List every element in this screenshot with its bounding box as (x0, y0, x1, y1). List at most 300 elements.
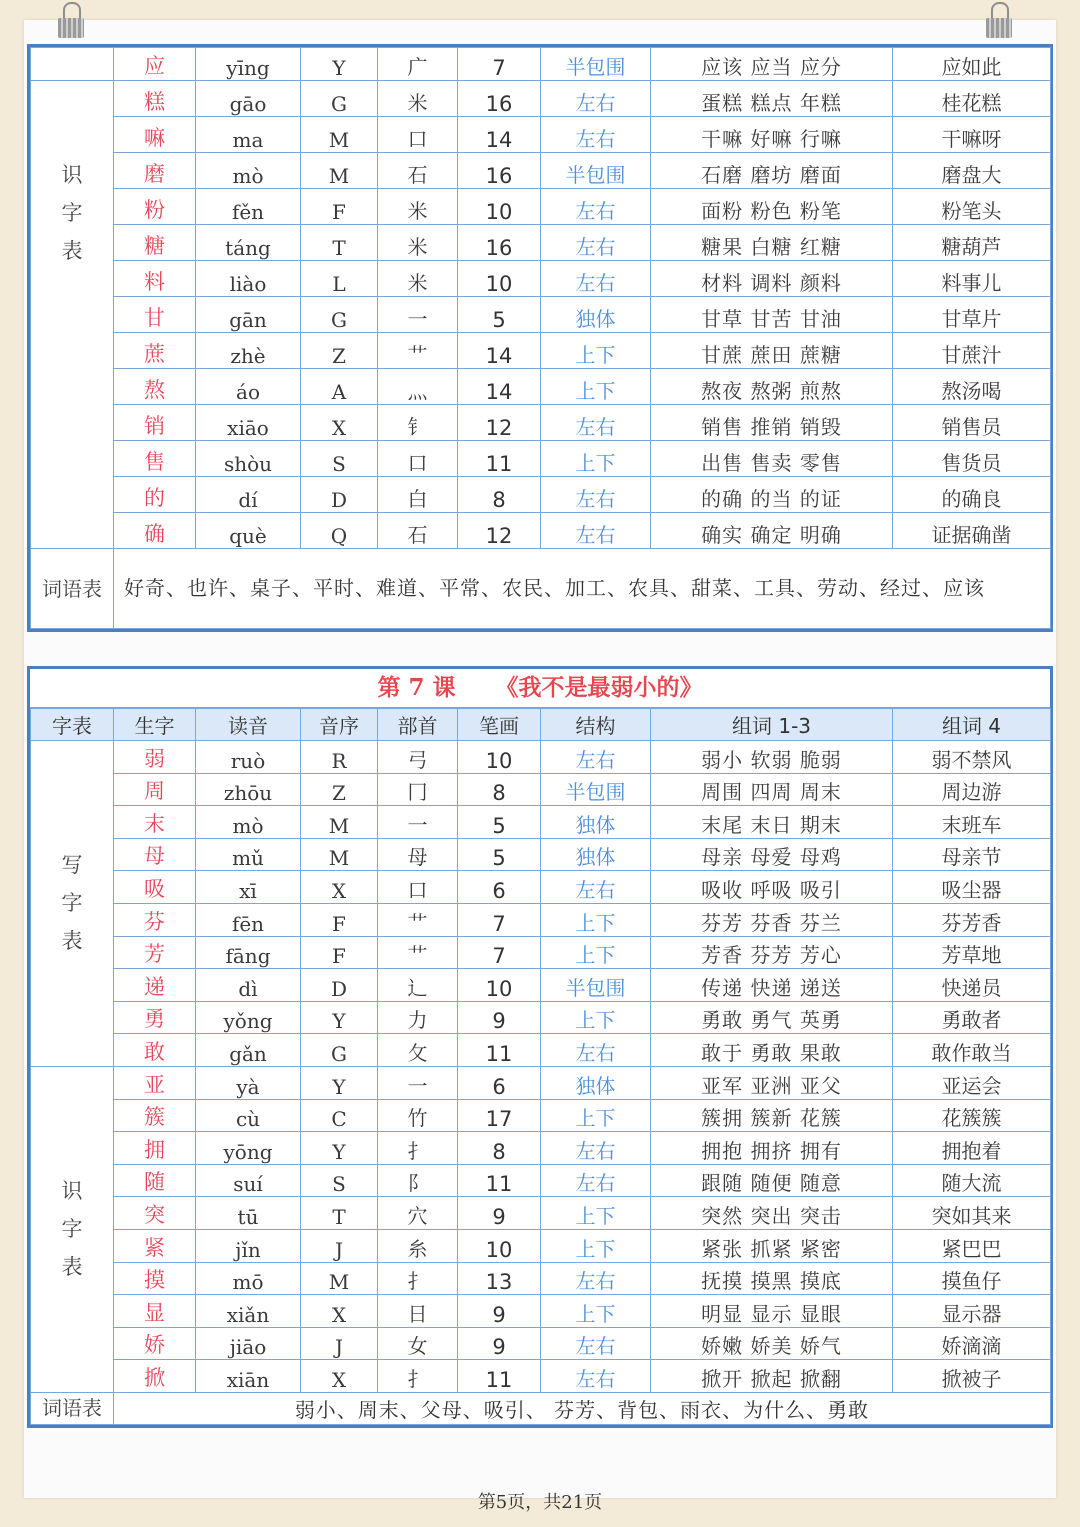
words-1-3-cell: 娇嫩 娇美 娇气 (651, 1327, 893, 1360)
radical-cell: 广 (378, 48, 458, 81)
phonetic-order-cell: D (301, 969, 378, 1002)
words-1-3-cell: 材料 调料 颜料 (651, 261, 893, 297)
radical-cell: 辶 (378, 969, 458, 1002)
phonetic-order-cell: Y (301, 48, 378, 81)
pinyin-cell: dì (196, 969, 301, 1002)
word-4-cell: 随大流 (893, 1164, 1051, 1197)
character-cell: 嘛 (114, 117, 196, 153)
pinyin-cell: què (196, 513, 301, 549)
character-cell: 拥 (114, 1132, 196, 1165)
category-label (31, 1066, 114, 1392)
phonetic-order-cell: T (301, 225, 378, 261)
binder-clip-icon (50, 0, 92, 40)
category-label-blank (31, 48, 114, 81)
word-4-cell: 显示器 (893, 1295, 1051, 1328)
header-cell: 读音 (196, 709, 301, 741)
stroke-count-cell: 11 (458, 1034, 541, 1067)
structure-cell: 左右 (541, 405, 651, 441)
table-row (31, 871, 1051, 904)
pinyin-cell: mō (196, 1262, 301, 1295)
pinyin-cell: gān (196, 297, 301, 333)
stroke-count-cell: 10 (458, 969, 541, 1002)
character-cell: 的 (114, 477, 196, 513)
words-1-3-cell: 弱小 软弱 脆弱 (651, 741, 893, 774)
stroke-count-cell: 7 (458, 936, 541, 969)
character-cell: 销 (114, 405, 196, 441)
pinyin-cell: ruò (196, 741, 301, 774)
words-1-3-cell: 面粉 粉色 粉笔 (651, 189, 893, 225)
category-label-char: 表 (61, 929, 83, 954)
structure-cell: 左右 (541, 741, 651, 774)
category-label-char: 表 (61, 239, 83, 263)
category-label (31, 741, 114, 1067)
character-cell: 簇 (114, 1099, 196, 1132)
word-4-cell: 周边游 (893, 773, 1051, 806)
character-cell: 确 (114, 513, 196, 549)
table-row (31, 838, 1051, 871)
words-1-3-cell: 芳香 芬芳 芳心 (651, 936, 893, 969)
phonetic-order-cell: J (301, 1229, 378, 1262)
stroke-count-cell: 8 (458, 1132, 541, 1165)
pinyin-cell: jǐn (196, 1229, 301, 1262)
word-4-cell: 弱不禁风 (893, 741, 1051, 774)
radical-cell: 一 (378, 806, 458, 839)
radical-cell: 白 (378, 477, 458, 513)
binder-clip-icon (978, 0, 1020, 40)
word-4-cell: 亚运会 (893, 1066, 1051, 1099)
phonetic-order-cell: G (301, 297, 378, 333)
word-4-cell: 甘蔗汁 (893, 333, 1051, 369)
radical-cell: 攵 (378, 1034, 458, 1067)
structure-cell: 独体 (541, 297, 651, 333)
pinyin-cell: áo (196, 369, 301, 405)
pinyin-cell: fěn (196, 189, 301, 225)
stroke-count-cell: 6 (458, 1066, 541, 1099)
stroke-count-cell: 7 (458, 48, 541, 81)
phonetic-order-cell: D (301, 477, 378, 513)
stroke-count-cell: 5 (458, 806, 541, 839)
structure-cell: 左右 (541, 225, 651, 261)
pinyin-cell: tū (196, 1197, 301, 1230)
table-row (31, 225, 1051, 261)
words-1-3-cell: 蛋糕 糕点 年糕 (651, 81, 893, 117)
character-cell: 母 (114, 838, 196, 871)
word-4-cell: 芬芳香 (893, 903, 1051, 936)
structure-cell: 左右 (541, 513, 651, 549)
table-row (31, 333, 1051, 369)
table-row (31, 773, 1051, 806)
words-1-3-cell: 勇敢 勇气 英勇 (651, 1001, 893, 1034)
structure-cell: 上下 (541, 1295, 651, 1328)
stroke-count-cell: 5 (458, 297, 541, 333)
phonetic-order-cell: F (301, 189, 378, 225)
structure-cell: 左右 (541, 1164, 651, 1197)
stroke-count-cell: 10 (458, 189, 541, 225)
radical-cell: 口 (378, 441, 458, 477)
vocab-text: 弱小、周末、父母、吸引、 芬芳、背包、雨衣、为什么、勇敢 (114, 1392, 1051, 1424)
vocab-row (31, 1392, 1051, 1424)
radical-cell: 米 (378, 189, 458, 225)
radical-cell: 一 (378, 297, 458, 333)
lesson-name: 《我不是最弱小的》 (495, 674, 703, 701)
table-row (31, 369, 1051, 405)
pinyin-cell: gāo (196, 81, 301, 117)
pinyin-cell: fāng (196, 936, 301, 969)
phonetic-order-cell: X (301, 405, 378, 441)
stroke-count-cell: 16 (458, 225, 541, 261)
structure-cell: 左右 (541, 477, 651, 513)
structure-cell: 上下 (541, 1229, 651, 1262)
structure-cell: 左右 (541, 189, 651, 225)
phonetic-order-cell: M (301, 1262, 378, 1295)
phonetic-order-cell: G (301, 81, 378, 117)
table-row (31, 936, 1051, 969)
words-1-3-cell: 敢于 勇敢 果敢 (651, 1034, 893, 1067)
phonetic-order-cell: L (301, 261, 378, 297)
stroke-count-cell: 6 (458, 871, 541, 904)
radical-cell: 竹 (378, 1099, 458, 1132)
word-4-cell: 应如此 (893, 48, 1051, 81)
word-4-cell: 花簇簇 (893, 1099, 1051, 1132)
category-label (31, 81, 114, 549)
pinyin-cell: shòu (196, 441, 301, 477)
structure-cell: 左右 (541, 1034, 651, 1067)
table-row (31, 1360, 1051, 1393)
words-1-3-cell: 簇拥 簇新 花簇 (651, 1099, 893, 1132)
table-row (31, 1132, 1051, 1165)
word-4-cell: 销售员 (893, 405, 1051, 441)
stroke-count-cell: 10 (458, 261, 541, 297)
stroke-count-cell: 16 (458, 153, 541, 189)
lesson-title (30, 669, 1050, 708)
lesson-number: 第 7 课 (377, 674, 456, 701)
pinyin-cell: xī (196, 871, 301, 904)
table-row (31, 441, 1051, 477)
word-4-cell: 紧巴巴 (893, 1229, 1051, 1262)
stroke-count-cell: 8 (458, 773, 541, 806)
radical-cell: 扌 (378, 1132, 458, 1165)
words-1-3-cell: 亚军 亚洲 亚父 (651, 1066, 893, 1099)
pinyin-cell: xiān (196, 1360, 301, 1393)
stroke-count-cell: 14 (458, 333, 541, 369)
structure-cell: 左右 (541, 1360, 651, 1393)
radical-cell: 米 (378, 81, 458, 117)
table-row (31, 1099, 1051, 1132)
structure-cell: 独体 (541, 838, 651, 871)
header-cell: 结构 (541, 709, 651, 741)
character-cell: 递 (114, 969, 196, 1002)
table-row (31, 81, 1051, 117)
radical-cell: 灬 (378, 369, 458, 405)
words-1-3-cell: 紧张 抓紧 紧密 (651, 1229, 893, 1262)
stroke-count-cell: 17 (458, 1099, 541, 1132)
table-row (31, 117, 1051, 153)
table-row (31, 1262, 1051, 1295)
pinyin-cell: xiǎn (196, 1295, 301, 1328)
stroke-count-cell: 10 (458, 1229, 541, 1262)
table-row (31, 1066, 1051, 1099)
word-4-cell: 熬汤喝 (893, 369, 1051, 405)
table-row (31, 1034, 1051, 1067)
word-4-cell: 粉笔头 (893, 189, 1051, 225)
structure-cell: 独体 (541, 806, 651, 839)
table-row (31, 1164, 1051, 1197)
stroke-count-cell: 13 (458, 1262, 541, 1295)
stroke-count-cell: 10 (458, 741, 541, 774)
radical-cell: 糸 (378, 1229, 458, 1262)
structure-cell: 左右 (541, 81, 651, 117)
radical-cell: 日 (378, 1295, 458, 1328)
words-1-3-cell: 芬芳 芬香 芬兰 (651, 903, 893, 936)
category-label-char: 字 (61, 201, 83, 225)
structure-cell: 上下 (541, 333, 651, 369)
category-label-char: 字 (61, 1217, 83, 1242)
character-cell: 弱 (114, 741, 196, 774)
pinyin-cell: cù (196, 1099, 301, 1132)
table-row (31, 806, 1051, 839)
vocab-label: 词语表 (31, 549, 114, 629)
table-row (31, 477, 1051, 513)
words-1-3-cell: 末尾 末日 期末 (651, 806, 893, 839)
stroke-count-cell: 5 (458, 838, 541, 871)
word-4-cell: 甘草片 (893, 297, 1051, 333)
phonetic-order-cell: F (301, 903, 378, 936)
structure-cell: 左右 (541, 1262, 651, 1295)
character-cell: 突 (114, 1197, 196, 1230)
header-cell: 字表 (31, 709, 114, 741)
header-cell: 笔画 (458, 709, 541, 741)
stroke-count-cell: 11 (458, 1164, 541, 1197)
character-cell: 勇 (114, 1001, 196, 1034)
character-cell: 周 (114, 773, 196, 806)
pinyin-cell: liào (196, 261, 301, 297)
character-cell: 熬 (114, 369, 196, 405)
words-1-3-cell: 突然 突出 突击 (651, 1197, 893, 1230)
character-cell: 吸 (114, 871, 196, 904)
table-row (31, 1197, 1051, 1230)
radical-cell: 石 (378, 153, 458, 189)
radical-cell: 力 (378, 1001, 458, 1034)
header-cell: 组词 1-3 (651, 709, 893, 741)
word-4-cell: 末班车 (893, 806, 1051, 839)
stroke-count-cell: 14 (458, 369, 541, 405)
radical-cell: 弓 (378, 741, 458, 774)
structure-cell: 上下 (541, 441, 651, 477)
character-cell: 甘 (114, 297, 196, 333)
table-header-row (31, 709, 1051, 741)
phonetic-order-cell: R (301, 741, 378, 774)
words-1-3-cell: 石磨 磨坊 磨面 (651, 153, 893, 189)
radical-cell: 女 (378, 1327, 458, 1360)
words-1-3-cell: 应该 应当 应分 (651, 48, 893, 81)
header-cell: 音序 (301, 709, 378, 741)
words-1-3-cell: 明显 显示 显眼 (651, 1295, 893, 1328)
character-cell: 料 (114, 261, 196, 297)
stroke-count-cell: 12 (458, 513, 541, 549)
structure-cell: 半包围 (541, 153, 651, 189)
character-cell: 应 (114, 48, 196, 81)
table-row (31, 405, 1051, 441)
words-1-3-cell: 糖果 白糖 红糖 (651, 225, 893, 261)
words-1-3-cell: 确实 确定 明确 (651, 513, 893, 549)
word-4-cell: 快递员 (893, 969, 1051, 1002)
table-row (31, 513, 1051, 549)
phonetic-order-cell: X (301, 871, 378, 904)
character-cell: 粉 (114, 189, 196, 225)
pinyin-cell: mǔ (196, 838, 301, 871)
pinyin-cell: yǒng (196, 1001, 301, 1034)
radical-cell: 一 (378, 1066, 458, 1099)
words-1-3-cell: 周围 四周 周末 (651, 773, 893, 806)
category-label-char: 识 (61, 1179, 83, 1204)
pinyin-cell: yīng (196, 48, 301, 81)
radical-cell: 口 (378, 117, 458, 153)
word-4-cell: 勇敢者 (893, 1001, 1051, 1034)
phonetic-order-cell: Y (301, 1066, 378, 1099)
vocab-label: 词语表 (31, 1392, 114, 1424)
character-cell: 敢 (114, 1034, 196, 1067)
structure-cell: 上下 (541, 936, 651, 969)
table-row (31, 297, 1051, 333)
table-row (31, 48, 1051, 81)
character-cell: 亚 (114, 1066, 196, 1099)
character-cell: 末 (114, 806, 196, 839)
stroke-count-cell: 16 (458, 81, 541, 117)
radical-cell: 阝 (378, 1164, 458, 1197)
words-1-3-cell: 干嘛 好嘛 行嘛 (651, 117, 893, 153)
word-4-cell: 的确良 (893, 477, 1051, 513)
radical-cell: 冂 (378, 773, 458, 806)
category-label-char: 识 (61, 163, 83, 187)
structure-cell: 半包围 (541, 969, 651, 1002)
character-cell: 磨 (114, 153, 196, 189)
words-1-3-cell: 熬夜 熬粥 煎熬 (651, 369, 893, 405)
phonetic-order-cell: Z (301, 333, 378, 369)
radical-cell: 米 (378, 225, 458, 261)
stroke-count-cell: 9 (458, 1327, 541, 1360)
header-cell: 生字 (114, 709, 196, 741)
table-row (31, 189, 1051, 225)
word-4-cell: 娇滴滴 (893, 1327, 1051, 1360)
lesson-section-table (27, 666, 1053, 1428)
phonetic-order-cell: Y (301, 1001, 378, 1034)
word-4-cell: 摸鱼仔 (893, 1262, 1051, 1295)
radical-cell: 扌 (378, 1360, 458, 1393)
phonetic-order-cell: A (301, 369, 378, 405)
words-1-3-cell: 吸收 呼吸 吸引 (651, 871, 893, 904)
word-4-cell: 突如其来 (893, 1197, 1051, 1230)
stroke-count-cell: 9 (458, 1001, 541, 1034)
structure-cell: 左右 (541, 871, 651, 904)
table-row (31, 1229, 1051, 1262)
word-4-cell: 敢作敢当 (893, 1034, 1051, 1067)
character-cell: 售 (114, 441, 196, 477)
words-1-3-cell: 拥抱 拥挤 拥有 (651, 1132, 893, 1165)
page-footer: 第5页，共21页 (477, 1492, 603, 1513)
word-4-cell: 干嘛呀 (893, 117, 1051, 153)
radical-cell: 艹 (378, 936, 458, 969)
category-label-char: 写 (61, 853, 83, 878)
word-4-cell: 售货员 (893, 441, 1051, 477)
structure-cell: 上下 (541, 369, 651, 405)
word-4-cell: 桂花糕 (893, 81, 1051, 117)
words-1-3-cell: 甘草 甘苦 甘油 (651, 297, 893, 333)
stroke-count-cell: 11 (458, 441, 541, 477)
word-4-cell: 母亲节 (893, 838, 1051, 871)
radical-cell: 穴 (378, 1197, 458, 1230)
radical-cell: 口 (378, 871, 458, 904)
phonetic-order-cell: Z (301, 773, 378, 806)
character-cell: 娇 (114, 1327, 196, 1360)
stroke-count-cell: 9 (458, 1295, 541, 1328)
category-label-char: 字 (61, 891, 83, 916)
stroke-count-cell: 14 (458, 117, 541, 153)
phonetic-order-cell: Q (301, 513, 378, 549)
vocab-row (31, 549, 1051, 629)
phonetic-order-cell: J (301, 1327, 378, 1360)
pinyin-cell: suí (196, 1164, 301, 1197)
words-1-3-cell: 抚摸 摸黑 摸底 (651, 1262, 893, 1295)
character-cell: 糖 (114, 225, 196, 261)
word-4-cell: 料事儿 (893, 261, 1051, 297)
pinyin-cell: fēn (196, 903, 301, 936)
phonetic-order-cell: S (301, 441, 378, 477)
words-1-3-cell: 出售 售卖 零售 (651, 441, 893, 477)
structure-cell: 半包围 (541, 48, 651, 81)
words-1-3-cell: 掀开 掀起 掀翻 (651, 1360, 893, 1393)
radical-cell: 扌 (378, 1262, 458, 1295)
pinyin-cell: gǎn (196, 1034, 301, 1067)
word-4-cell: 磨盘大 (893, 153, 1051, 189)
phonetic-order-cell: G (301, 1034, 378, 1067)
word-4-cell: 吸尘器 (893, 871, 1051, 904)
radical-cell: 艹 (378, 903, 458, 936)
vocab-text: 好奇、也许、桌子、平时、难道、平常、农民、加工、农具、甜菜、工具、劳动、经过、应该 (114, 549, 1051, 629)
stroke-count-cell: 12 (458, 405, 541, 441)
phonetic-order-cell: M (301, 806, 378, 839)
radical-cell: 母 (378, 838, 458, 871)
word-4-cell: 芳草地 (893, 936, 1051, 969)
character-cell: 芳 (114, 936, 196, 969)
character-cell: 蔗 (114, 333, 196, 369)
pinyin-cell: yà (196, 1066, 301, 1099)
pinyin-cell: xiāo (196, 405, 301, 441)
pinyin-cell: táng (196, 225, 301, 261)
character-cell: 随 (114, 1164, 196, 1197)
structure-cell: 独体 (541, 1066, 651, 1099)
phonetic-order-cell: X (301, 1295, 378, 1328)
radical-cell: 石 (378, 513, 458, 549)
words-1-3-cell: 销售 推销 销毁 (651, 405, 893, 441)
radical-cell: 艹 (378, 333, 458, 369)
structure-cell: 左右 (541, 1132, 651, 1165)
radical-cell: 钅 (378, 405, 458, 441)
phonetic-order-cell: M (301, 153, 378, 189)
stroke-count-cell: 9 (458, 1197, 541, 1230)
phonetic-order-cell: Y (301, 1132, 378, 1165)
phonetic-order-cell: M (301, 838, 378, 871)
structure-cell: 上下 (541, 1197, 651, 1230)
character-cell: 显 (114, 1295, 196, 1328)
words-1-3-cell: 甘蔗 蔗田 蔗糖 (651, 333, 893, 369)
table-row (31, 903, 1051, 936)
pinyin-cell: zhè (196, 333, 301, 369)
stroke-count-cell: 8 (458, 477, 541, 513)
header-cell: 组词 4 (893, 709, 1051, 741)
word-4-cell: 糖葫芦 (893, 225, 1051, 261)
stroke-count-cell: 7 (458, 903, 541, 936)
header-cell: 部首 (378, 709, 458, 741)
